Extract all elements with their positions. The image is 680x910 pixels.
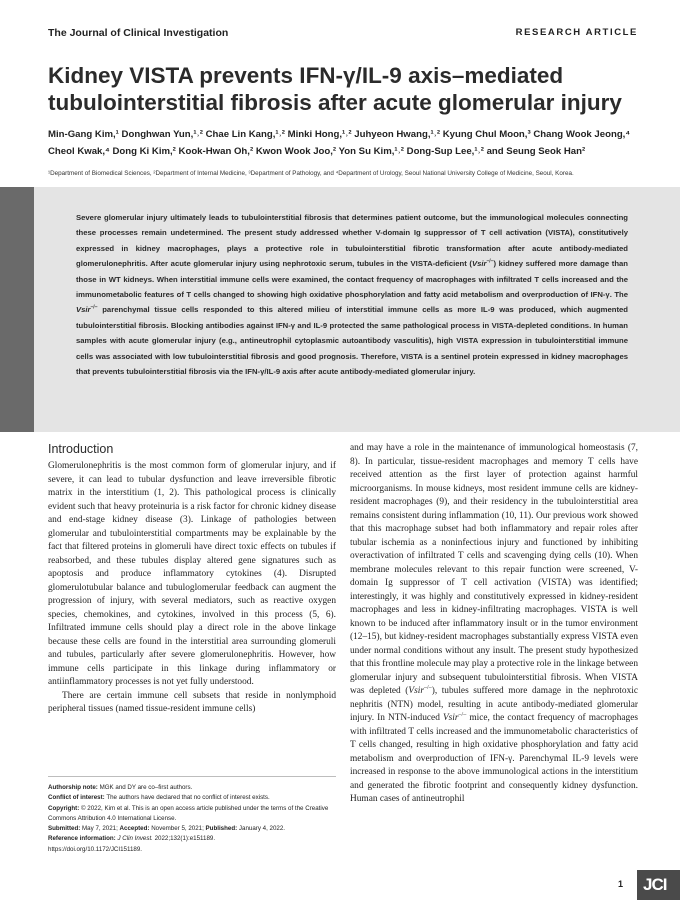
left-column	[48, 460, 336, 717]
title-line-2: tubulointerstitial fibrosis after acute glomerular injury	[48, 90, 622, 115]
reference-label: Reference information:	[48, 835, 116, 843]
abstract-part-3: parenchymal tissue cells responded to this altered milieu of interstitial immune cells as more IL-9 was produced, which augmented tubulointerstitial fibrosis. Blocking antibodies against IFN-γ and IL-9 protected the same pathological process in VISTA-depleted conditions. In human samples with acute glomerular injury (e.g., antineutrophil cytoplasmic autoantibody vasculitis), high VISTA expression in tubulointerstitial immune cells was associated with low tubulointerstitial fibrosis and good prognosis. Therefore, VISTA is a sentinel protein expressed in kidney macrophages that prevents tubulointerstitial fibrosis via the IFN-γ/IL-9 axis after acute antibody-mediated glomerular injury.	[76, 305, 628, 377]
abstract	[76, 210, 628, 379]
copyright-label: Copyright:	[48, 804, 80, 812]
authorship-note-label: Authorship note:	[48, 784, 98, 791]
article-title	[48, 62, 648, 116]
jci-logo: JCI	[637, 870, 680, 900]
right-gene-1: Vsir	[408, 686, 424, 696]
dates-note	[48, 824, 338, 834]
right-column	[350, 442, 638, 807]
page-number: 1	[618, 879, 624, 889]
conflict-of-interest	[48, 793, 338, 803]
journal-name: The Journal of Clinical Investigation	[48, 27, 229, 39]
doi-link[interactable]: https://doi.org/10.1172/JCI151189.	[48, 845, 143, 853]
footnote-divider	[48, 776, 336, 777]
authors-line-1: Min-Gang Kim,¹ Donghwan Yun,¹˒² Chae Lin Kang,¹˒² Minki Hong,¹˒² Juhyeon Hwang,¹˒² Kyung Chul Moon,³ Chang Wook Jeong,⁴	[48, 129, 631, 140]
right-sup-1: –/–	[423, 684, 432, 691]
abstract-sup-1: –/–	[486, 258, 494, 265]
published-label: Published:	[205, 825, 238, 833]
copyright-text: © 2022, Kim et al. This is an open access article published under the terms of the Creative Commons Attribution 4.0 International License.	[48, 804, 329, 822]
footnotes	[48, 783, 338, 855]
abstract-gene-2: Vsir	[76, 305, 91, 315]
authors-line-2: Cheol Kwak,⁴ Dong Ki Kim,² Kook-Hwan Oh,² Kwon Wook Joo,² Yon Su Kim,¹˒² Dong-Sup Lee,¹˒² and Seung Seok Han²	[48, 146, 586, 157]
introduction-heading: Introduction	[48, 442, 114, 456]
intro-paragraph-2: There are certain immune cell subsets that reside in nonlymphoid peripheral tissues (named tissue-resident immune cells)	[48, 690, 336, 714]
copyright-note	[48, 804, 338, 825]
affiliations: ¹Department of Biomedical Sciences, ²Department of Internal Medicine, ³Department of Pathology, and ⁴Department of Urology, Seoul National University College of Medicine, Seoul, Korea.	[48, 170, 574, 177]
abstract-part-2: ) kidney suffered more damage than those in WT kidneys. When interstitial immune cells were examined, the contact frequency of macrophages with infiltrated T cells increased and the immunometabolic features of T cells changed to showing high oxidative phosphorylation and fatty acid metabolism and overproduction of IFN-γ. The	[76, 259, 628, 300]
right-gene-2: Vsir	[442, 713, 459, 723]
abstract-gene-1: Vsir	[472, 259, 487, 269]
conflict-label: Conflict of interest:	[48, 794, 105, 802]
conflict-text: The authors have declared that no conflict of interest exists.	[104, 794, 270, 802]
abstract-accent-bar	[0, 187, 34, 432]
right-part-c: mice, the contact frequency of macrophages with infiltrated T cells increased and the immunometabolic characteristics of T cells changed, resulting in high oxidative phosphorylation and fatty acid metabolism and overproduction of IFN-γ. Parenchymal IL-9 levels were increased in response to the above immunological actions in the interstitium and generated the fibrotic footprint and consequently kidney dysfunction. Human cases of antineutrophil	[350, 713, 638, 804]
submitted-label: Submitted:	[48, 825, 81, 833]
article-type-label: RESEARCH ARTICLE	[515, 27, 638, 38]
accepted-label: Accepted:	[119, 825, 150, 833]
reference-information	[48, 834, 338, 844]
right-sup-2: –/–	[458, 711, 467, 718]
reference-citation: 2022;132(1):e151189.	[152, 835, 216, 843]
intro-paragraph-1: Glomerulonephritis is the most common form of glomerular injury, and if severe, it can lead to tubular dysfunction and leave irreversible fibrotic matrix in the interstitium (1, 2). This pathological process is clinically evident such that heavy proteinuria is a risk factor for chronic kidney disease and end-stage kidney disease (3). Linkage of pathologies between glomerular and tubulointerstitial compartments may be explainable by the fact that filtered proteins in glomeruli have direct toxic effects on tubules if reabsorbed, and these tubules display altered gene signatures such as apoptosis and produce inflammatory cytokines (4). Disrupted glomerulotubular balance and tubuloglomerular feedback can augment the progression of injury, with several mediators, such as reactive oxygen species, chemokines, and cytokines, involved in this process (5, 6). Infiltrated immune cells should play a direct role in the above linkage because these cells are found in the interstitial area surrounding glomeruli and tubules, particularly after severe glomerulonephritis. However, how immune cells participate in this linkage during inflammatory or antiinflammatory processes is not yet fully understood.	[48, 461, 336, 687]
right-column-paragraph	[350, 442, 638, 807]
accepted-date: November 5, 2021;	[149, 825, 204, 833]
author-list	[48, 126, 648, 160]
authorship-note	[48, 783, 338, 793]
authorship-note-text: MGK and DY are co–first authors.	[97, 784, 193, 791]
title-line-1: Kidney VISTA prevents IFN-γ/IL-9 axis–mediated	[48, 63, 564, 88]
right-part-b: ), tubules suffered more damage in the nephrotoxic nephritis (NTN) model, resulting in acute antibody-mediated glomerular injury. In NTN-induced	[350, 686, 638, 723]
abstract-sup-2: –/–	[90, 304, 98, 311]
reference-journal: J Clin Invest.	[117, 835, 153, 843]
abstract-part-1: Severe glomerular injury ultimately leads to tubulointerstitial fibrosis that determines patient outcome, but the immunological molecules connecting these processes remain undetermined. The present study addressed whether V-domain Ig suppressor of T cell activation (VISTA), constitutively expressed in kidney macrophages, plays a protective role in tubulointerstitial fibrotic transformation after acute antibody-mediated glomerulonephritis. After acute glomerular injury using nephrotoxic serum, tubules in the VISTA-deficient (	[76, 213, 628, 269]
right-part-a: and may have a role in the maintenance of immunological homeostasis (7, 8). In particular, tissue-resident macrophages and memory T cells have received attention as the first layer of protection against harmful microorganisms. In mouse kidneys, most resident immune cells are kidney-resident macrophages (9), and their residency in the tubulointerstitial area remains consistent during inflammation (10, 11). Our previous work showed that this macrophage subset had both inflammatory and repair roles after tubular ischemia as a noninfectious injury and functioned by inhibiting overactivation of infiltrated T cells and scavenging dying cells (10). When membrane molecules relevant to this repair function were screened, V-domain Ig suppressor of T cell activation (VISTA) was identified; interestingly, it was highly and constitutively expressed in kidney-resident macrophages and less in kidney-infiltrating macrophages. VISTA is well known to be induced after inflammatory insult or in the tumor environment (12–15), but kidney-resident macrophages substantially express VISTA even under normal conditions without any insult. The present study hypothesized that this frontline molecule may play a protective role in the linkage between glomerular injury and subsequent tubulointerstitial fibrosis. When VISTA was depleted (	[350, 443, 638, 696]
submitted-date: May 7, 2021;	[80, 825, 118, 833]
published-date: January 4, 2022.	[237, 825, 286, 833]
